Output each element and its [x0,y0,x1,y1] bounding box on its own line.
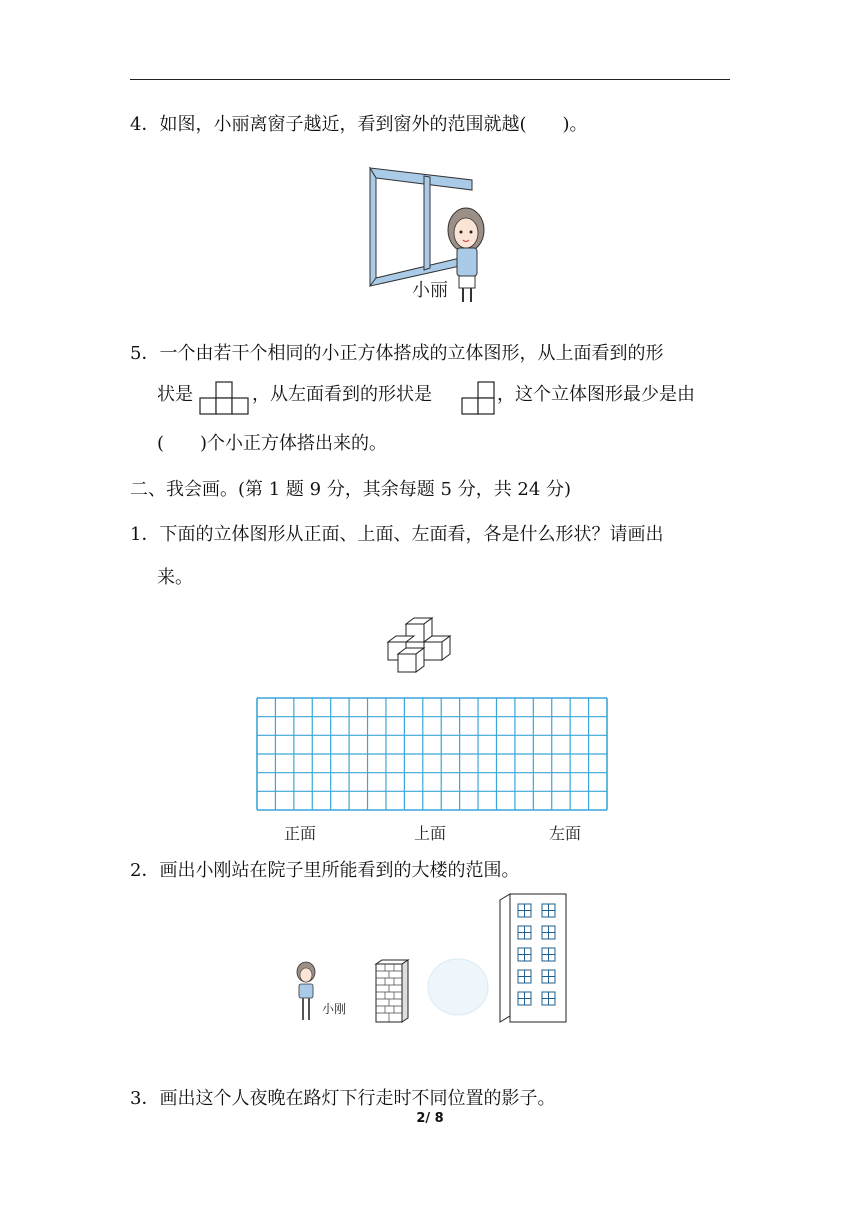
problem-3-text: 3．画出这个人夜晚在路灯下行走时不同位置的影子。 [130,1088,556,1109]
problem-2-text: 2．画出小刚站在院子里所能看到的大楼的范围。 [130,860,520,881]
label-left: 左面 [549,824,582,843]
problem-1-line-1: 1．下面的立体图形从正面、上面、左面看，各是什么形状？请画出 [130,524,664,545]
question-5-line-2a: 状是 [157,384,193,405]
label-front: 正面 [284,824,317,843]
page-number: 2/ 8 [416,1111,444,1126]
question-5-line-2b: ，从左面看到的形状是 [252,384,432,405]
problem-1-line-2: 来。 [157,567,193,588]
top-rule [130,79,730,80]
question-4-text: 4．如图，小丽离窗子越近，看到窗外的范围就越( )。 [130,114,588,135]
girl-label: 小丽 [412,280,448,301]
drawing-grid[interactable] [257,698,607,810]
top-view-shape [199,381,251,415]
question-5-line-2c: ，这个立体图形最少是由 [497,384,695,405]
left-view-shape [461,381,497,415]
question-5-line-1: 5．一个由若干个相同的小正方体搭成的立体图形，从上面看到的形 [130,343,664,364]
boy-label: 小刚 [322,1002,347,1016]
section-2-heading: 二、我会画。(第 1 题 9 分，其余每题 5 分，共 24 分) [130,479,572,500]
label-top: 上面 [414,824,447,843]
cube-stack-figure [384,616,460,676]
question-5-line-3: ( )个小正方体搭出来的。 [157,433,388,454]
